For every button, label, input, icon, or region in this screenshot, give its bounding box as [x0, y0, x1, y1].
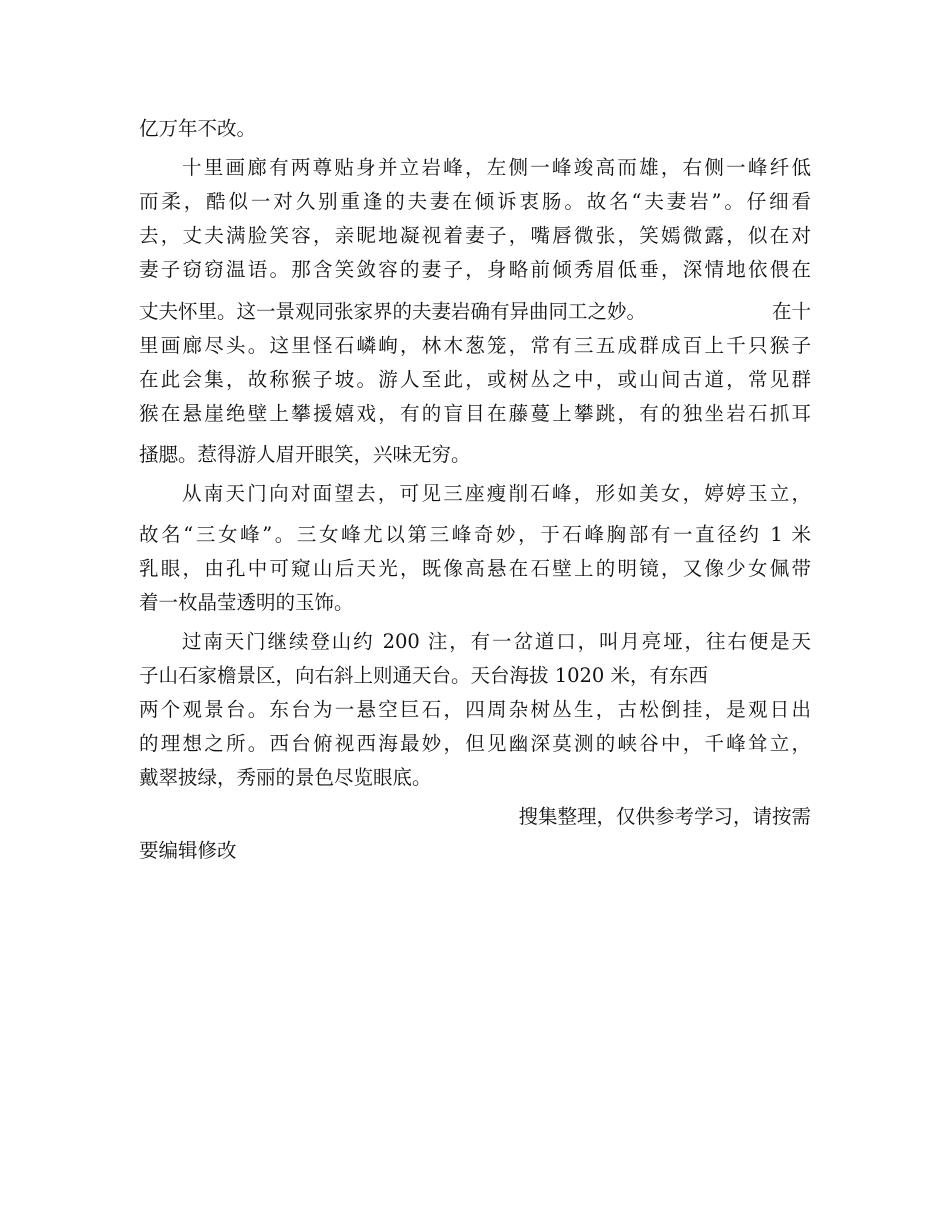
text-line: 而柔，酷似一对久别重逢的夫妻在倾诉衷肠。故名“夫妻岩”。仔细看 [139, 190, 811, 213]
text-line: 着一枚晶莹透明的玉饰。 [139, 591, 354, 614]
text-segment: 丈夫怀里。这一景观同张家界的夫妻岩确有异曲同工之妙。 [139, 300, 647, 323]
text-line: 戴翠披绿，秀丽的景色尽览眼底。 [139, 766, 432, 789]
text-line-split [139, 295, 811, 328]
text-line: 的理想之所。西台俯视西海最妙，但见幽深莫测的峡谷中，千峰耸立， [139, 732, 811, 755]
footer-note-continued: 要编辑修改 [139, 839, 237, 862]
text-line: 两个观景台。东台为一悬空巨石，四周杂树丛生，古松倒挂，是观日出 [139, 698, 811, 721]
paragraph-first-line: 从南天门向对面望去，可见三座瘦削石峰，形如美女，婷婷玉立， [182, 482, 811, 505]
footer-note: 搜集整理，仅供参考学习，请按需 [518, 805, 811, 828]
text-line: 里画廊尽头。这里怪石嶙峋，林木葱笼，常有三五成群成百上千只猴子 [139, 334, 811, 357]
text-line: 猴在悬崖绝壁上攀援嬉戏，有的盲目在藤蔓上攀跳，有的独坐岩石抓耳 [139, 402, 811, 425]
text-line: 故名“三女峰”。三女峰尤以第三峰奇妙，于石峰胸部有一直径约 1 米 [139, 523, 811, 546]
text-line: 搔腮。惹得游人眉开眼笑，兴味无穷。 [139, 443, 471, 466]
text-line: 子山石家檐景区，向右斜上则通天台。天台海拔 1020 米，有东西 [139, 664, 709, 687]
paragraph-first-line: 十里画廊有两尊贴身并立岩峰，左侧一峰竣高而雄，右侧一峰纤低 [182, 156, 811, 179]
paragraph-first-line: 过南天门继续登山约 200 注，有一岔道口，叫月亮垭，往右便是天 [182, 630, 811, 653]
text-line: 去，丈夫满脸笑容，亲昵地凝视着妻子，嘴唇微张，笑嫣微露，似在对 [139, 224, 811, 247]
text-line: 在此会集，故称猴子坡。游人至此，或树丛之中，或山间古道，常见群 [139, 368, 811, 391]
text-segment-right: 在十 [771, 300, 811, 323]
text-line: 亿万年不改。 [139, 117, 257, 140]
text-line: 乳眼，由孔中可窥山后天光，既像高悬在石壁上的明镜，又像少女佩带 [139, 557, 811, 580]
text-line: 妻子窃窃温语。那含笑敛容的妻子，身略前倾秀眉低垂，深情地依偎在 [139, 258, 811, 281]
